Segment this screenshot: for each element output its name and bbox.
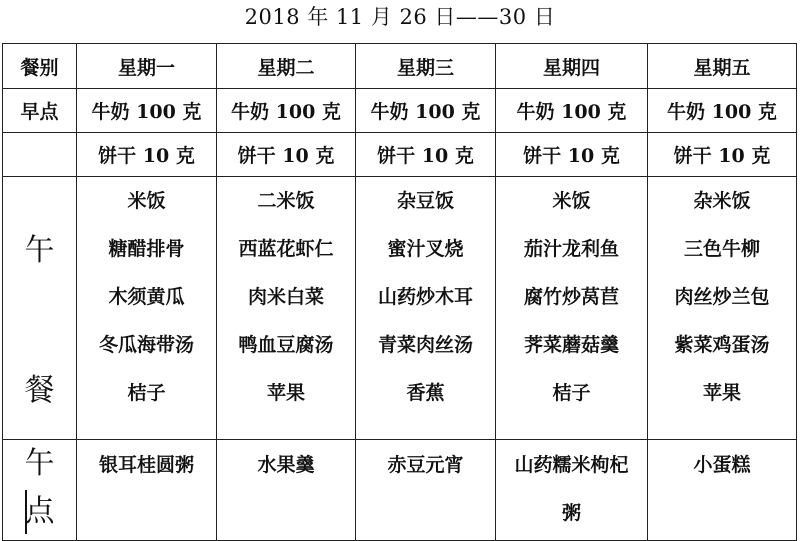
snack-cell [496, 440, 648, 541]
breakfast-cell: 饼干 10 克 [648, 133, 797, 177]
lunch-cell [77, 177, 217, 440]
snack-item: 粥 [561, 502, 581, 524]
dish: 二米饭 [257, 190, 315, 212]
day-header: 星期四 [496, 44, 648, 89]
snack-label [3, 440, 77, 541]
lunch-label [3, 177, 77, 440]
breakfast-cell: 牛奶 100 克 [356, 89, 496, 133]
snack-cell [648, 440, 797, 541]
dish: 三色牛柳 [683, 238, 760, 260]
snack-item: 山药糯米枸杞 [514, 454, 629, 476]
dish: 米饭 [552, 190, 591, 212]
breakfast-cell: 牛奶 100 克 [496, 89, 648, 133]
breakfast-label-empty [3, 133, 77, 177]
dish: 茄汁龙利鱼 [523, 238, 619, 260]
dish: 青菜肉丝汤 [377, 334, 473, 356]
breakfast-cell: 牛奶 100 克 [217, 89, 356, 133]
dish: 木须黄瓜 [108, 286, 185, 308]
weekly-menu-table [2, 43, 797, 541]
lunch-cell [217, 177, 356, 440]
snack-item: 小蛋糕 [693, 454, 751, 476]
breakfast-cell: 饼干 10 克 [217, 133, 356, 177]
snack-cell [77, 440, 217, 541]
breakfast-cell: 饼干 10 克 [77, 133, 217, 177]
snack-item: 水果羹 [257, 454, 315, 476]
lunch-cell [496, 177, 648, 440]
breakfast-cell: 饼干 10 克 [496, 133, 648, 177]
dish: 苹果 [702, 382, 741, 404]
dish: 荠菜蘑菇羹 [523, 334, 619, 356]
header-row [3, 44, 797, 89]
day-header: 星期三 [356, 44, 496, 89]
dish: 杂豆饭 [396, 190, 454, 212]
lunch-row [3, 177, 797, 440]
snack-item: 银耳桂圆粥 [98, 454, 194, 476]
snack-row [3, 440, 797, 541]
dish: 香蕉 [406, 382, 445, 404]
snack-cell [217, 440, 356, 541]
snack-label-top: 午 [24, 446, 55, 481]
dish: 蜜汁叉烧 [387, 238, 464, 260]
dish: 山药炒木耳 [377, 286, 473, 308]
dish: 冬瓜海带汤 [98, 334, 194, 356]
breakfast-cell: 牛奶 100 克 [648, 89, 797, 133]
lunch-label-bottom: 餐 [24, 373, 55, 408]
day-header: 星期五 [648, 44, 797, 89]
dish: 肉丝炒兰包 [674, 286, 770, 308]
dish: 桔子 [127, 382, 166, 404]
snack-cell [356, 440, 496, 541]
dish: 杂米饭 [693, 190, 751, 212]
dish: 肉米白菜 [247, 286, 324, 308]
breakfast-row-biscuit [3, 133, 797, 177]
category-header: 餐别 [3, 44, 77, 89]
lunch-cell [648, 177, 797, 440]
page-title: 2018 年 11 月 26 日——30 日 [244, 5, 556, 29]
dish: 西蓝花虾仁 [238, 238, 334, 260]
lunch-cell [356, 177, 496, 440]
breakfast-cell: 牛奶 100 克 [77, 89, 217, 133]
lunch-label-top: 午 [24, 233, 55, 268]
breakfast-cell: 饼干 10 克 [356, 133, 496, 177]
snack-item: 赤豆元宵 [387, 454, 464, 476]
dish: 鸭血豆腐汤 [238, 334, 334, 356]
dish: 苹果 [266, 382, 305, 404]
day-header: 星期二 [217, 44, 356, 89]
breakfast-row-milk [3, 89, 797, 133]
dish: 紫菜鸡蛋汤 [674, 334, 770, 356]
dish: 糖醋排骨 [108, 238, 185, 260]
dish: 桔子 [552, 382, 591, 404]
day-header: 星期一 [77, 44, 217, 89]
snack-label-bottom: 点 [24, 494, 55, 529]
dish: 米饭 [127, 190, 166, 212]
dish: 腐竹炒莴苣 [523, 286, 619, 308]
breakfast-label: 早点 [3, 89, 77, 133]
